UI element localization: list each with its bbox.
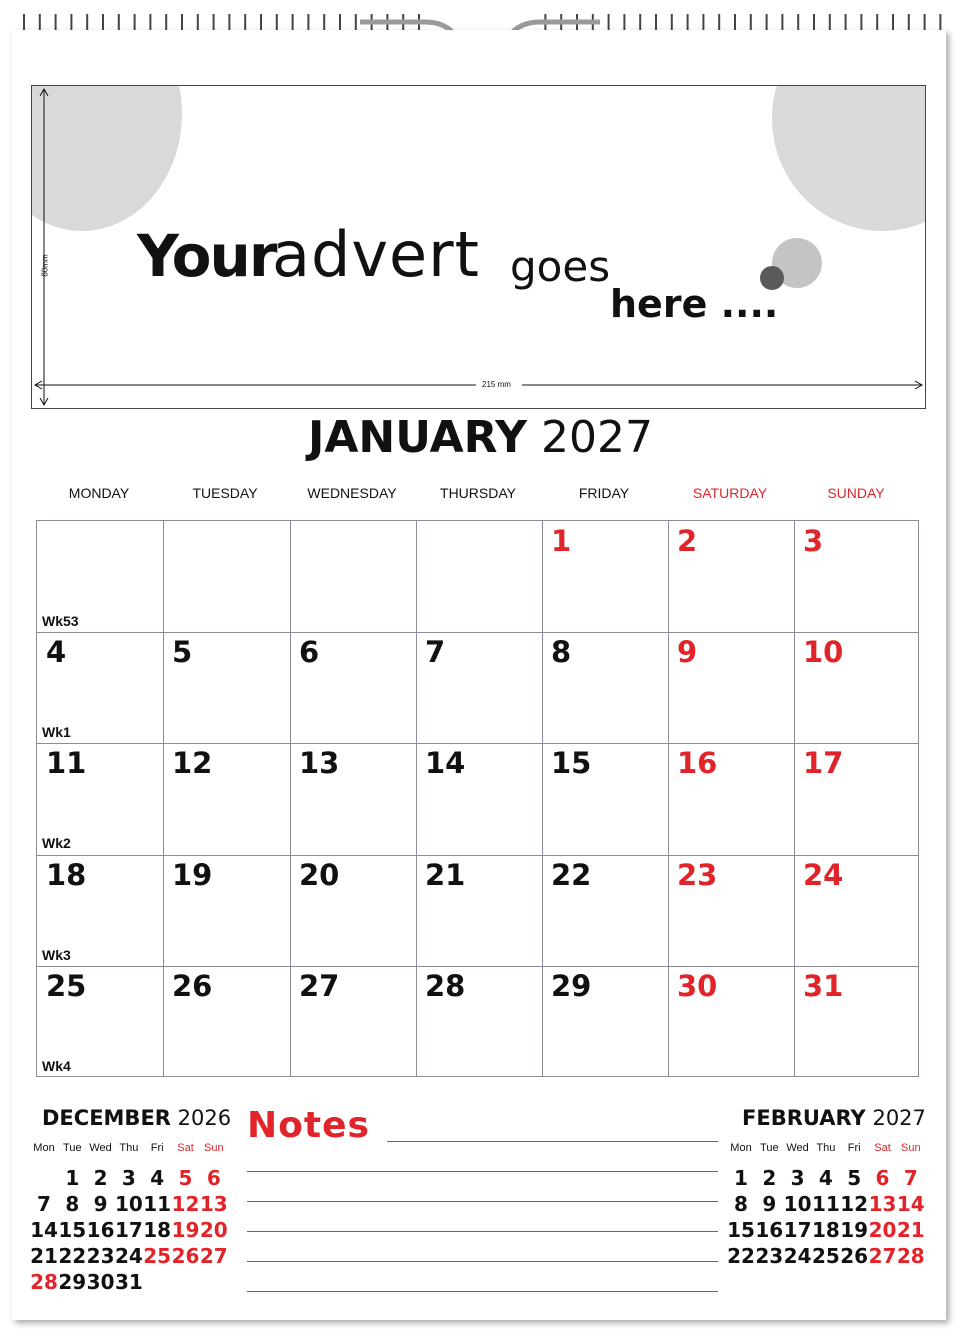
mini-weekday-header: Mon <box>730 1142 752 1154</box>
grid-row-divider <box>37 855 918 856</box>
mini-day-number: 11 <box>811 1192 840 1216</box>
day-cell-number[interactable]: 16 <box>677 746 718 781</box>
grid-column-divider <box>794 521 795 1076</box>
mini-day-number: 25 <box>811 1244 840 1268</box>
weekday-header-sunday: SUNDAY <box>827 485 885 501</box>
mini-day-number: 19 <box>840 1218 869 1242</box>
mini-weekday-header: Thu <box>816 1142 836 1154</box>
mini-next-year: 2027 <box>872 1106 926 1130</box>
day-cell-number[interactable]: 28 <box>425 968 466 1003</box>
grid-column-divider <box>290 521 291 1076</box>
mini-day-number: 12 <box>171 1192 200 1216</box>
day-cell-number[interactable]: 19 <box>172 857 213 892</box>
weekday-header-tuesday: TUESDAY <box>192 485 258 501</box>
mini-day-number: 15 <box>727 1218 755 1242</box>
mini-day-number: 5 <box>178 1166 193 1190</box>
mini-next-title <box>742 1106 926 1130</box>
day-cell-number[interactable]: 23 <box>677 857 718 892</box>
week-number: Wk2 <box>42 835 71 852</box>
day-cell-number[interactable]: 22 <box>551 857 592 892</box>
note-line[interactable] <box>247 1171 718 1172</box>
day-cell-number[interactable]: 24 <box>803 857 844 892</box>
mini-day-number: 2 <box>762 1166 777 1190</box>
grid-row-divider <box>37 632 918 633</box>
mini-day-number: 19 <box>171 1218 200 1242</box>
mini-day-number: 28 <box>30 1270 58 1294</box>
mini-day-number: 26 <box>840 1244 869 1268</box>
week-number: Wk1 <box>42 724 71 741</box>
mini-day-number: 3 <box>790 1166 805 1190</box>
mini-day-number: 5 <box>847 1166 862 1190</box>
day-cell-number[interactable]: 2 <box>677 524 698 558</box>
mini-weekday-header: Thu <box>119 1142 139 1154</box>
mini-day-number: 3 <box>121 1166 136 1190</box>
weekday-header-monday: MONDAY <box>68 485 130 501</box>
mini-weekday-header: Sat <box>874 1142 891 1154</box>
mini-day-number: 15 <box>58 1218 87 1242</box>
day-cell-number[interactable]: 27 <box>299 968 340 1003</box>
mini-day-number: 14 <box>30 1218 58 1242</box>
mini-weekday-header: Sun <box>901 1142 921 1154</box>
day-cell-number[interactable]: 11 <box>46 746 87 781</box>
mini-prev-title <box>42 1106 231 1130</box>
mini-day-number: 8 <box>65 1192 80 1216</box>
advert-word-goes: goes <box>510 242 611 291</box>
day-cell-number[interactable]: 26 <box>172 968 213 1003</box>
grid-column-divider <box>416 521 417 1076</box>
mini-day-number: 18 <box>143 1218 172 1242</box>
mini-day-number: 29 <box>58 1270 87 1294</box>
mini-day-number: 9 <box>93 1192 108 1216</box>
month-year: 2027 <box>541 412 653 463</box>
day-cell-number[interactable]: 9 <box>677 635 698 670</box>
mini-day-number: 4 <box>150 1166 165 1190</box>
day-cell-number[interactable]: 25 <box>46 968 87 1003</box>
note-line[interactable] <box>247 1231 718 1232</box>
advert-word-here: here .... <box>610 282 779 326</box>
mini-weekday-header: Tue <box>63 1142 82 1154</box>
day-cell-number[interactable]: 8 <box>551 635 572 670</box>
day-cell-number[interactable]: 5 <box>172 635 193 670</box>
day-cell-number[interactable]: 18 <box>46 857 87 892</box>
mini-day-number: 22 <box>58 1244 87 1268</box>
note-line[interactable] <box>247 1201 718 1202</box>
mini-day-number: 18 <box>811 1218 840 1242</box>
height-dimension-label: 80mm <box>40 254 50 277</box>
advert-word-advert: advert <box>272 218 480 291</box>
note-line[interactable] <box>247 1261 718 1262</box>
mini-day-number: 11 <box>143 1192 172 1216</box>
month-grid <box>36 520 919 1077</box>
mini-day-number: 25 <box>143 1244 172 1268</box>
grid-column-divider <box>163 521 164 1076</box>
day-cell-number[interactable]: 6 <box>299 635 320 670</box>
mini-weekday-header: Fri <box>847 1142 861 1154</box>
advert-word-your: Your <box>137 222 276 290</box>
day-cell-number[interactable]: 15 <box>551 746 592 781</box>
mini-day-number: 23 <box>86 1244 115 1268</box>
mini-day-number: 16 <box>755 1218 784 1242</box>
note-line[interactable] <box>247 1291 718 1292</box>
mini-day-number: 27 <box>199 1244 228 1268</box>
day-cell-number[interactable]: 17 <box>803 746 844 781</box>
day-cell-number[interactable]: 13 <box>299 746 340 781</box>
mini-day-number: 10 <box>783 1192 812 1216</box>
mini-weekday-header: Sun <box>204 1142 224 1154</box>
mini-day-number: 21 <box>30 1244 58 1268</box>
day-cell-number[interactable]: 20 <box>299 857 340 892</box>
mini-day-number: 20 <box>199 1218 228 1242</box>
day-cell-number[interactable]: 4 <box>46 635 67 670</box>
mini-day-number: 1 <box>734 1166 748 1190</box>
mini-day-number: 26 <box>171 1244 200 1268</box>
mini-day-number: 24 <box>114 1244 143 1268</box>
weekday-header-thursday: THURSDAY <box>440 485 516 501</box>
mini-day-number: 14 <box>896 1192 925 1216</box>
note-line[interactable] <box>387 1141 718 1142</box>
day-cell-number[interactable]: 30 <box>677 968 718 1003</box>
day-cell-number[interactable]: 31 <box>803 968 844 1003</box>
month-title <box>0 412 961 463</box>
mini-day-number: 4 <box>818 1166 833 1190</box>
grid-column-divider <box>542 521 543 1076</box>
mini-day-number: 17 <box>783 1218 812 1242</box>
day-cell-number[interactable]: 10 <box>803 635 844 670</box>
mini-day-number: 2 <box>93 1166 108 1190</box>
mini-day-number: 17 <box>114 1218 143 1242</box>
mini-weekday-header: Mon <box>33 1142 55 1154</box>
mini-weekday-header: Wed <box>89 1142 112 1154</box>
mini-prev-year: 2026 <box>177 1106 232 1130</box>
mini-weekday-header: Tue <box>760 1142 779 1154</box>
weekday-header-wednesday: WEDNESDAY <box>307 485 397 501</box>
mini-day-number: 24 <box>783 1244 812 1268</box>
mini-day-number: 9 <box>762 1192 777 1216</box>
day-cell-number[interactable]: 29 <box>551 968 592 1003</box>
mini-day-number: 8 <box>734 1192 748 1216</box>
week-number: Wk53 <box>42 613 79 629</box>
mini-day-number: 20 <box>868 1218 897 1242</box>
mini-day-number: 1 <box>65 1166 80 1190</box>
day-cell-number[interactable]: 7 <box>425 635 446 670</box>
mini-day-number: 6 <box>875 1166 890 1190</box>
mini-day-number: 28 <box>896 1244 925 1268</box>
week-number: Wk4 <box>42 1057 71 1074</box>
mini-day-number: 6 <box>206 1166 221 1190</box>
weekday-header-saturday: SATURDAY <box>692 485 768 501</box>
mini-weekday-header: Fri <box>150 1142 164 1154</box>
grid-column-divider <box>668 521 669 1076</box>
mini-day-number: 31 <box>114 1270 143 1294</box>
week-number: Wk3 <box>42 946 71 963</box>
mini-day-number: 30 <box>86 1270 115 1294</box>
mini-weekday-header: Wed <box>786 1142 809 1154</box>
weekday-header-friday: FRIDAY <box>578 485 630 501</box>
month-name: JANUARY <box>308 412 528 463</box>
mini-day-number: 7 <box>903 1166 918 1190</box>
mini-prev-month: DECEMBER <box>42 1106 171 1130</box>
day-cell-number[interactable]: 1 <box>551 524 572 558</box>
mini-next-month: FEBRUARY <box>742 1106 866 1130</box>
mini-day-number: 13 <box>199 1192 228 1216</box>
notes-title: Notes <box>247 1105 370 1146</box>
mini-day-number: 27 <box>868 1244 897 1268</box>
day-cell-number[interactable]: 3 <box>803 524 824 558</box>
mini-day-number: 13 <box>868 1192 897 1216</box>
mini-weekday-header: Sat <box>177 1142 194 1154</box>
advert-area <box>31 85 926 409</box>
grid-row-divider <box>37 743 918 744</box>
mini-day-number: 16 <box>86 1218 115 1242</box>
day-cell-number[interactable]: 12 <box>172 746 213 781</box>
day-cell-number[interactable]: 14 <box>425 746 466 781</box>
grid-row-divider <box>37 966 918 967</box>
mini-day-number: 10 <box>114 1192 143 1216</box>
mini-day-number: 22 <box>727 1244 755 1268</box>
mini-day-number: 12 <box>840 1192 869 1216</box>
mini-day-number: 23 <box>755 1244 784 1268</box>
day-cell-number[interactable]: 21 <box>425 857 466 892</box>
width-dimension-label: 215 mm <box>482 380 511 389</box>
mini-day-number: 21 <box>896 1218 925 1242</box>
mini-day-number: 7 <box>37 1192 51 1216</box>
